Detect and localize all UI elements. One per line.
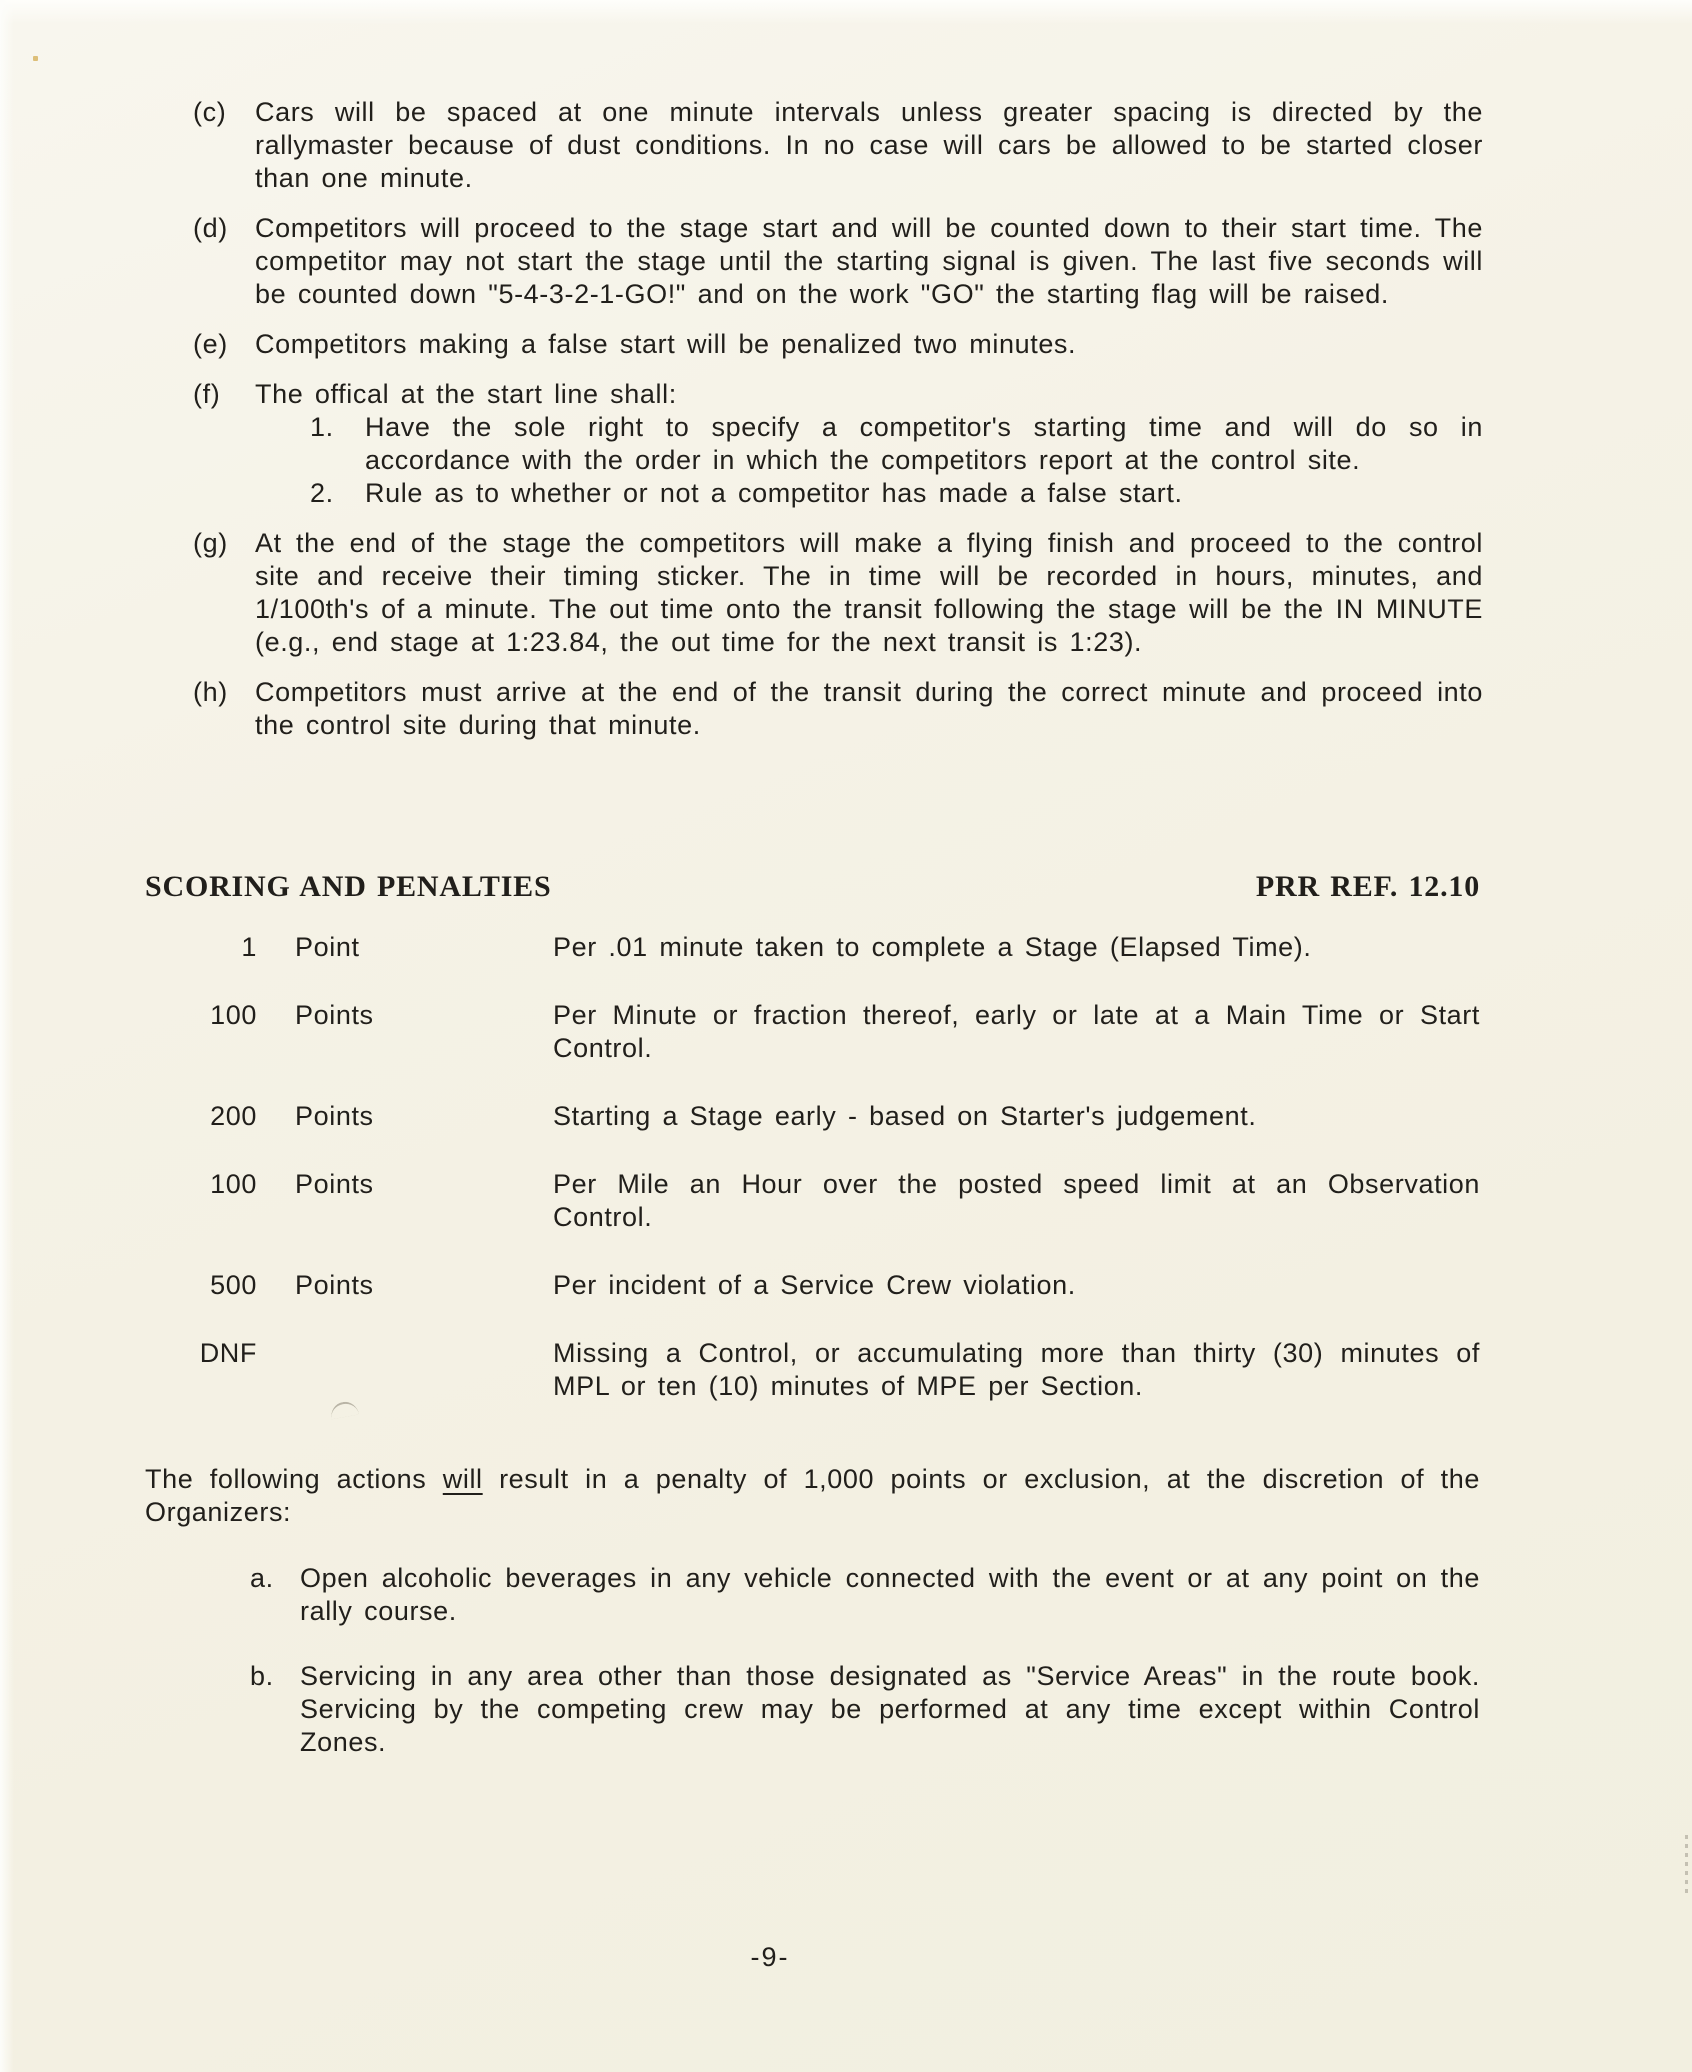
scoring-section-header (145, 870, 1480, 903)
sub-rule-item-2 (310, 477, 1483, 510)
action-item-b (250, 1660, 1480, 1759)
rule-item-f (193, 378, 1483, 510)
action-text: Servicing in any area other than those designated as "Service Areas" in the route book. Servicing by the competing crew may be performed at any time except within Control Zones. (300, 1661, 1480, 1757)
rule-item-d (193, 212, 1483, 311)
action-label: a. (250, 1563, 274, 1593)
rule-item-c (193, 96, 1483, 195)
action-text: Open alcoholic beverages in any vehicle connected with the event or at any point on the rally course. (300, 1563, 1480, 1626)
score-unit: Points (295, 1000, 374, 1030)
score-row (145, 999, 1480, 1065)
sub-rule-text: Have the sole right to specify a competitor's starting time and will do so in accordance with the order in which the competitors report at the control site. (365, 412, 1483, 475)
prr-reference: PRR REF. 12.10 (1255, 870, 1480, 903)
penalty-note-prefix: The following actions (145, 1464, 443, 1494)
rule-text: Competitors must arrive at the end of the transit during the correct minute and proceed into the control site during that minute. (255, 677, 1483, 740)
score-unit: Points (295, 1169, 374, 1199)
score-unit: Point (295, 932, 360, 962)
rule-item-e (193, 328, 1483, 361)
lettered-rules-list (193, 96, 1483, 742)
score-value: 200 (210, 1101, 257, 1131)
score-description: Per Mile an Hour over the posted speed limit at an Observation Control. (553, 1169, 1480, 1232)
score-description: Per Minute or fraction thereof, early or late at a Main Time or Start Control. (553, 1000, 1480, 1063)
rule-item-g (193, 527, 1483, 659)
rule-label: (e) (193, 329, 228, 359)
rule-intro: The offical at the start line shall: (255, 379, 677, 409)
page-number: -9- (750, 1942, 790, 1972)
sub-rule-label: 2. (310, 478, 334, 508)
rule-text: At the end of the stage the competitors will make a flying finish and proceed to the control site and receive their timing sticker. The in time will be recorded in hours, minutes, and 1/100th's of a minute. The out time onto the transit following the stage will be the IN MINUTE (e.g., end stage at 1:23.84, the out time for the next transit is 1:23). (255, 528, 1483, 657)
rule-body (255, 378, 1483, 510)
sub-rule-item-1 (310, 411, 1483, 477)
score-value: 500 (210, 1270, 257, 1300)
rule-text: Cars will be spaced at one minute intervals unless greater spacing is directed by the rallymaster because of dust conditions. In no case will cars be allowed to be started closer than one minute. (255, 97, 1483, 193)
rule-label: (f) (193, 379, 221, 409)
score-unit: Points (295, 1101, 374, 1131)
score-row (145, 1269, 1480, 1302)
penalty-note-suffix: result in a penalty of 1,000 points or exclusion, at the discretion of the Organizers: (145, 1464, 1480, 1527)
score-row (145, 1100, 1480, 1133)
scan-edge-top (0, 0, 1692, 24)
sub-rule-text: Rule as to whether or not a competitor has made a false start. (365, 478, 1183, 508)
penalty-actions-list (0, 1562, 1692, 1759)
rule-label: (c) (193, 97, 227, 127)
rule-text: Competitors making a false start will be penalized two minutes. (255, 329, 1077, 359)
score-row (145, 1168, 1480, 1234)
score-description: Per .01 minute taken to complete a Stage (Elapsed Time). (553, 932, 1312, 962)
score-value: DNF (199, 1338, 257, 1368)
action-item-a (250, 1562, 1480, 1628)
sub-rule-label: 1. (310, 412, 334, 442)
score-description: Starting a Stage early - based on Starter's judgement. (553, 1101, 1257, 1131)
rule-item-h (193, 676, 1483, 742)
rule-text: Competitors will proceed to the stage start and will be counted down to their start time. The competitor may not start the stage until the starting signal is given. The last five seconds will be counted down "5-4-3-2-1-GO!" and on the work "GO" the starting flag will be raised. (255, 213, 1483, 309)
score-row (145, 931, 1480, 964)
score-value: 100 (210, 1000, 257, 1030)
edge-noise (1685, 1835, 1688, 1895)
score-row (145, 1337, 1480, 1403)
score-description: Per incident of a Service Crew violation. (553, 1270, 1076, 1300)
rule-label: (d) (193, 213, 228, 243)
penalty-note (145, 1463, 1480, 1529)
document-content (0, 96, 1692, 1791)
rule-label: (g) (193, 528, 228, 558)
score-value: 100 (210, 1169, 257, 1199)
rule-label: (h) (193, 677, 228, 707)
action-label: b. (250, 1661, 274, 1691)
scoring-heading: SCORING AND PENALTIES (145, 870, 552, 903)
paper-speck (33, 56, 38, 61)
underline-emphasis: will (442, 1464, 483, 1494)
scoring-table (145, 931, 1480, 1403)
score-value: 1 (241, 932, 257, 962)
score-description: Missing a Control, or accumulating more than thirty (30) minutes of MPL or ten (10) minutes of MPE per Section. (553, 1338, 1480, 1401)
score-unit (295, 1337, 515, 1403)
score-unit: Points (295, 1270, 374, 1300)
